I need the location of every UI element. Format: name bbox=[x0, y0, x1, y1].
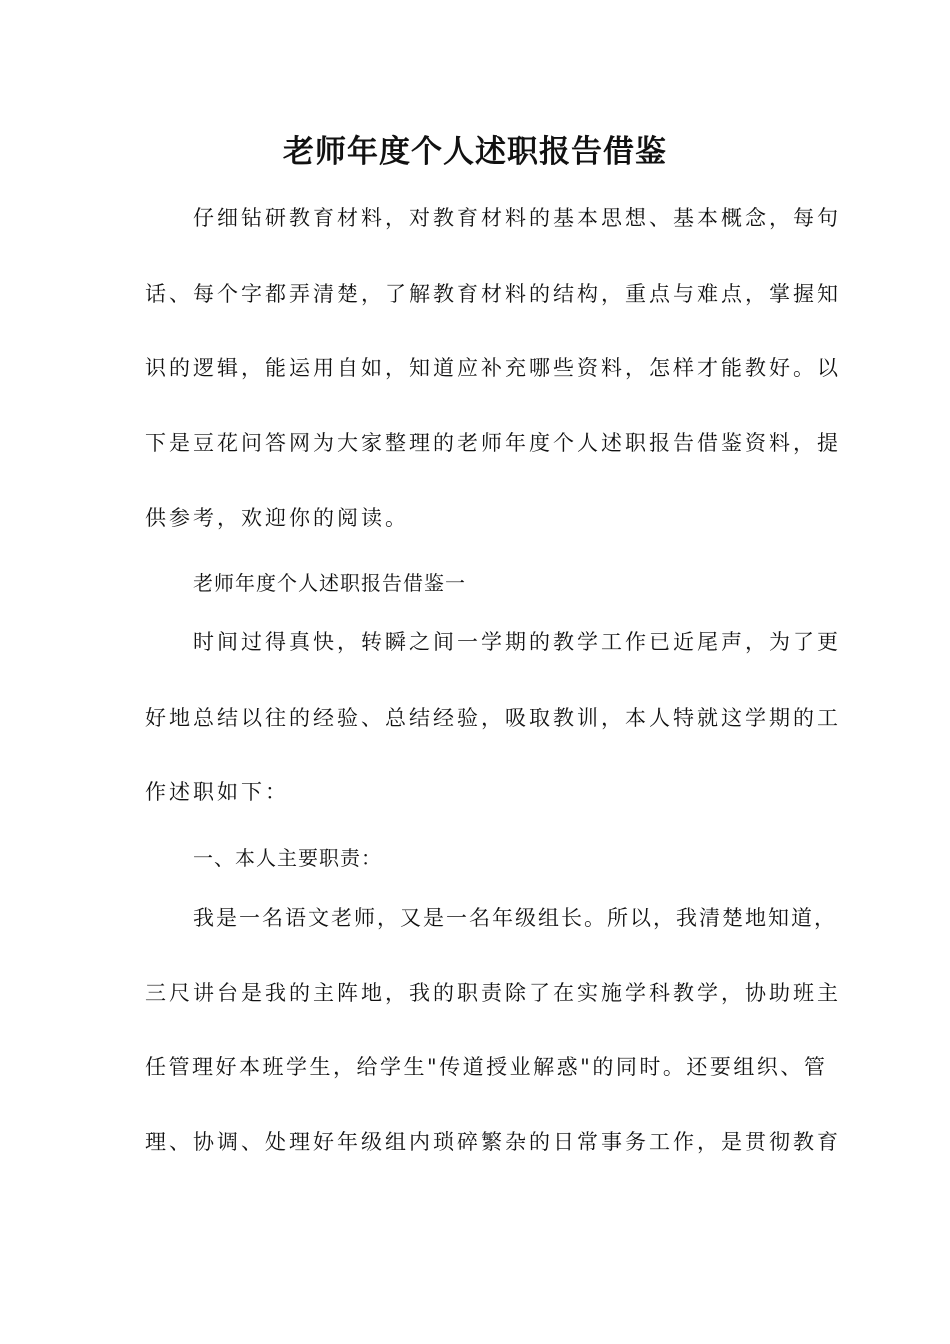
text-line: 时间过得真快，转瞬之间一学期的教学工作已近尾声，为了更 bbox=[193, 630, 841, 654]
document-title: 老师年度个人述职报告借鉴 bbox=[283, 134, 667, 170]
text-line: 供参考，欢迎你的阅读。 bbox=[145, 506, 409, 530]
text-line: 话、每个字都弄清楚，了解教育材料的结构，重点与难点，掌握知 bbox=[145, 282, 841, 306]
text-line: 理、协调、处理好年级组内琐碎繁杂的日常事务工作，是贯彻教育 bbox=[145, 1130, 841, 1154]
text-line: 识的逻辑，能运用自如，知道应补充哪些资料，怎样才能教好。以 bbox=[145, 356, 841, 380]
text-line: 作述职如下： bbox=[145, 780, 289, 804]
text-line: 任管理好本班学生，给学生"传道授业解惑"的同时。还要组织、管 bbox=[145, 1055, 828, 1079]
section-heading: 一、本人主要职责： bbox=[193, 846, 382, 870]
text-line: 三尺讲台是我的主阵地，我的职责除了在实施学科教学，协助班主 bbox=[145, 981, 841, 1005]
text-line: 下是豆花问答网为大家整理的老师年度个人述职报告借鉴资料，提 bbox=[145, 431, 841, 455]
section-heading: 老师年度个人述职报告借鉴一 bbox=[193, 571, 466, 595]
text-line: 我是一名语文老师，又是一名年级组长。所以，我清楚地知道， bbox=[193, 906, 837, 930]
text-line: 仔细钻研教育材料，对教育材料的基本思想、基本概念，每句 bbox=[193, 206, 841, 230]
text-line: 好地总结以往的经验、总结经验，吸取教训，本人特就这学期的工 bbox=[145, 706, 841, 730]
